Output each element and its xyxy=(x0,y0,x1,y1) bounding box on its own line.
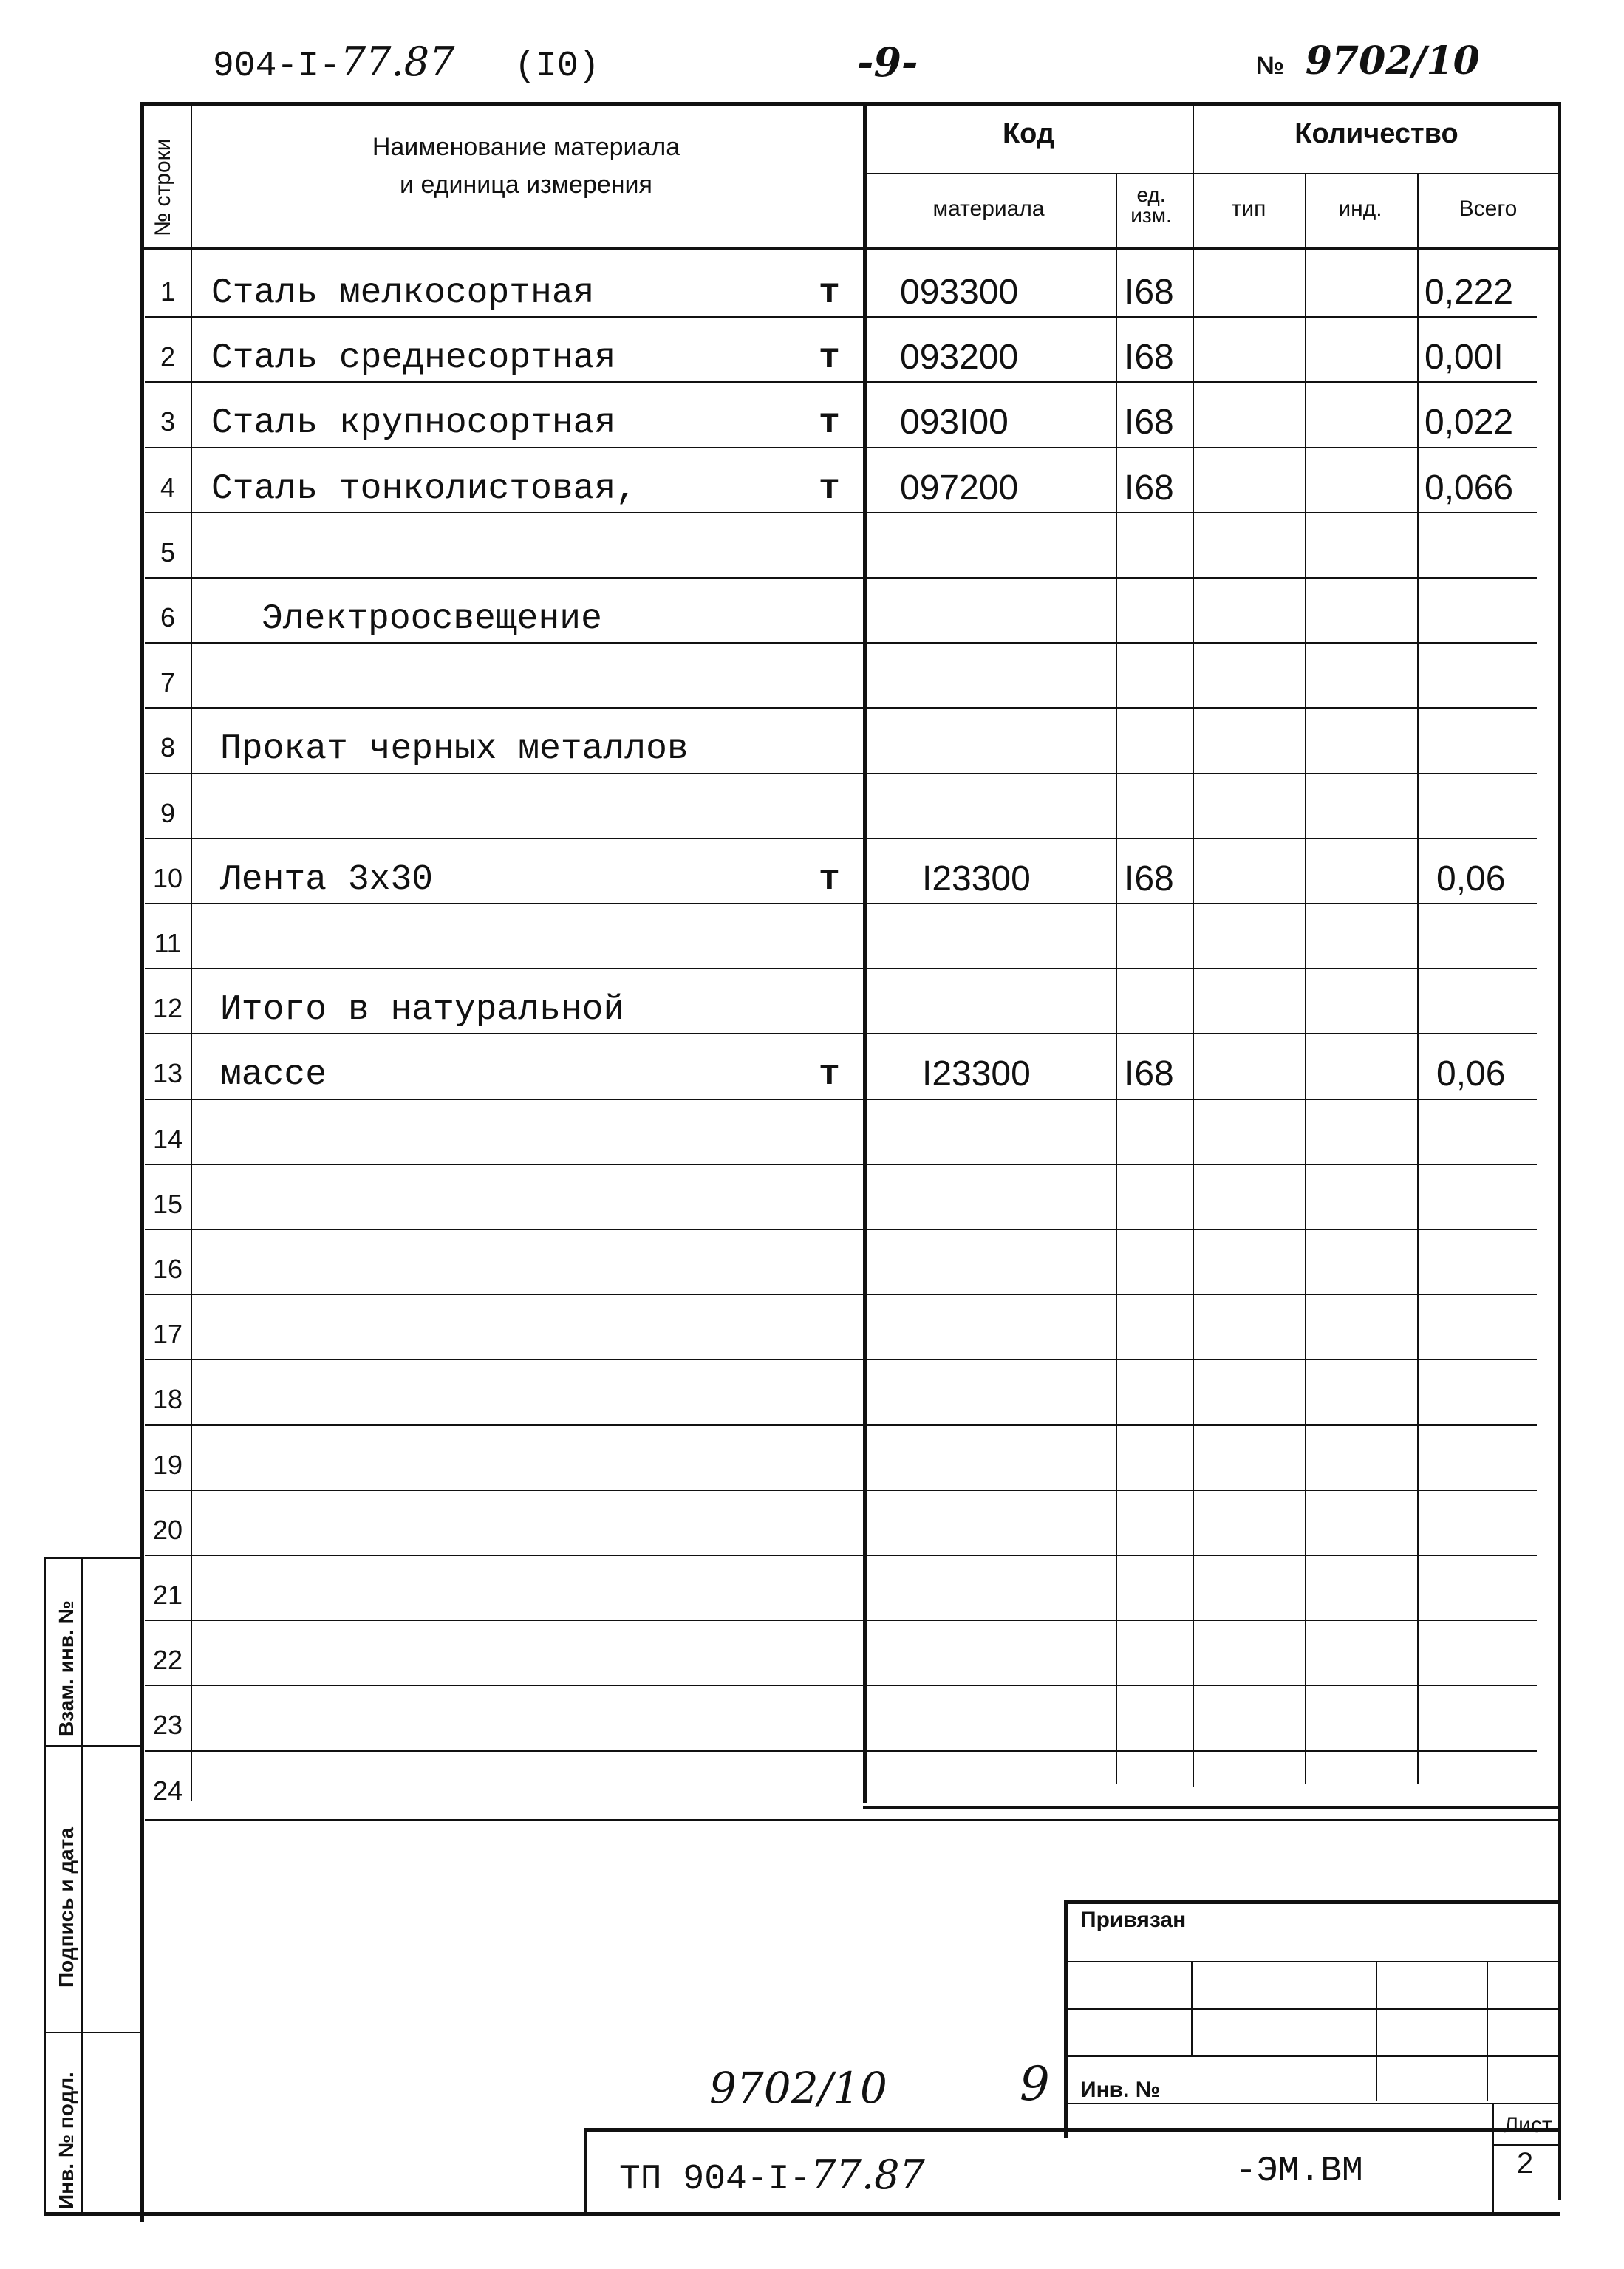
header-material-name-line1: Наименование материала xyxy=(372,133,680,161)
material-unit: т xyxy=(819,859,840,900)
material-name: Итого в натуральной xyxy=(220,990,625,1031)
designation-handwritten: 77.87 xyxy=(340,38,455,85)
designation-prefix: 904-I- xyxy=(213,47,341,86)
table-row xyxy=(0,968,1624,1033)
material-name: Электроосвещение xyxy=(262,599,602,639)
document-code-handwritten: 77.87 xyxy=(811,2152,925,2198)
grid-line-horizontal xyxy=(44,2212,1560,2216)
grid-line-vertical xyxy=(863,102,867,1803)
grid-line-vertical xyxy=(1376,1961,1377,2101)
quantity-total: 0,06 xyxy=(1436,859,1506,898)
grid-line-horizontal xyxy=(1064,2103,1560,2104)
grid-line-horizontal xyxy=(145,773,1537,774)
quantity-total: 0,066 xyxy=(1425,468,1514,508)
header-row-number xyxy=(142,103,191,244)
material-name: Сталь среднесортная xyxy=(211,338,616,379)
table-row xyxy=(0,1294,1624,1359)
unit-code: I68 xyxy=(1125,273,1174,312)
row-number: 22 xyxy=(152,1645,183,1676)
grid-line-horizontal xyxy=(145,381,1537,383)
grid-line-horizontal xyxy=(584,2128,1560,2132)
row-number: 12 xyxy=(152,993,183,1024)
table-row xyxy=(0,1164,1624,1229)
grid-line-vertical xyxy=(584,2128,587,2212)
unit-code: I68 xyxy=(1125,859,1174,898)
side-stamp-vzam-inv: Взам. инв. № xyxy=(55,1600,78,1736)
grid-line-horizontal xyxy=(864,173,1559,174)
header-row-number-label: № строки xyxy=(151,138,175,236)
table-row xyxy=(0,773,1624,838)
side-stamp xyxy=(44,1552,140,2217)
header-qty-ind: инд. xyxy=(1338,197,1382,221)
grid-line-horizontal xyxy=(142,247,1559,250)
document-number-prefix: № xyxy=(1256,52,1284,80)
table-row xyxy=(0,251,1624,316)
grid-line-horizontal xyxy=(145,447,1537,448)
grid-line-horizontal xyxy=(145,512,1537,513)
row-number: 17 xyxy=(152,1319,183,1350)
grid-line-horizontal xyxy=(145,642,1537,644)
header-quantity: Количество xyxy=(1294,118,1458,149)
material-name: Сталь мелкосортная xyxy=(211,273,595,313)
sheet-label: Лист xyxy=(1504,2113,1552,2137)
table-row xyxy=(0,1555,1624,1620)
side-stamp-sign-date: Подпись и дата xyxy=(55,1827,78,1987)
table-row xyxy=(0,642,1624,707)
side-stamp-inv-orig: Инв. № подл. xyxy=(55,2072,78,2209)
grid-line-vertical xyxy=(1191,1961,1193,2057)
grid-line-horizontal xyxy=(145,1819,1558,1821)
document-code-prefix: ТП 904-I- xyxy=(619,2160,811,2200)
handwritten-sheet-mark: 9 xyxy=(1020,2057,1050,2112)
grid-line-horizontal xyxy=(145,1164,1537,1165)
material-unit: т xyxy=(819,273,840,313)
header-code-unit: ед. изм. xyxy=(1130,183,1172,227)
header-qty-total: Всего xyxy=(1458,197,1518,221)
quantity-total: 0,00I xyxy=(1425,338,1504,378)
table-row xyxy=(0,707,1624,772)
material-unit: т xyxy=(819,1055,840,1096)
table-row xyxy=(0,1685,1624,1750)
grid-line-horizontal xyxy=(145,577,1537,579)
designation-suffix: (I0) xyxy=(514,47,600,86)
material-unit: т xyxy=(819,338,840,379)
grid-line-horizontal xyxy=(145,903,1537,904)
row-number: 20 xyxy=(152,1514,183,1545)
row-number: 8 xyxy=(160,732,176,763)
grid-line-horizontal xyxy=(145,1620,1537,1621)
table-row xyxy=(0,1620,1624,1685)
table-row xyxy=(0,1229,1624,1294)
row-number: 19 xyxy=(152,1449,183,1480)
row-number: 15 xyxy=(152,1188,183,1219)
grid-line-vertical xyxy=(1116,173,1117,1784)
header-code: Код xyxy=(1002,118,1055,149)
document-number-handwritten: 9702/10 xyxy=(1305,38,1480,83)
material-name: Сталь крупносортная xyxy=(211,403,616,444)
grid-line-vertical xyxy=(140,102,144,2222)
grid-line-horizontal xyxy=(145,1685,1537,1686)
grid-line-vertical xyxy=(191,102,192,1801)
title-block-privyazan: Привязан xyxy=(1080,1908,1187,1932)
grid-line-vertical xyxy=(1305,173,1306,1784)
row-number: 24 xyxy=(152,1775,183,1806)
unit-code: I68 xyxy=(1125,403,1174,443)
material-code: 093I00 xyxy=(900,403,1009,443)
header-code-material: материала xyxy=(932,197,1045,221)
grid-line-horizontal xyxy=(145,316,1537,318)
material-name: Прокат черных металлов xyxy=(220,729,689,770)
table-row xyxy=(0,1424,1624,1490)
table-row xyxy=(0,1099,1624,1164)
row-number: 5 xyxy=(160,536,176,567)
row-number: 13 xyxy=(152,1058,183,1089)
material-code: 093200 xyxy=(900,338,1019,378)
table-row xyxy=(0,316,1624,381)
table-row xyxy=(0,838,1624,903)
quantity-total: 0,06 xyxy=(1436,1054,1506,1094)
grid-line-horizontal xyxy=(145,1359,1537,1360)
material-name: Сталь тонколистовая, xyxy=(211,468,638,509)
header-qty-type: тип xyxy=(1231,197,1266,221)
grid-line-vertical xyxy=(1492,2103,1494,2212)
row-number: 9 xyxy=(160,797,176,828)
header-material-name-line2: и единица измерения xyxy=(400,171,652,199)
title-block-inv-no: Инв. № xyxy=(1080,2078,1161,2102)
row-number: 21 xyxy=(152,1580,183,1610)
row-number: 23 xyxy=(152,1710,183,1741)
document-number xyxy=(1256,38,1480,85)
material-name: массе xyxy=(220,1055,327,1096)
row-number: 7 xyxy=(160,667,176,698)
grid-line-horizontal xyxy=(145,1099,1537,1100)
material-unit: т xyxy=(819,403,840,444)
grid-line-vertical xyxy=(1193,102,1194,1787)
grid-line-horizontal xyxy=(145,1424,1537,1426)
grid-line-horizontal xyxy=(145,1555,1537,1556)
table-row xyxy=(0,447,1624,512)
material-code: 093300 xyxy=(900,273,1019,312)
grid-line-horizontal xyxy=(145,707,1537,709)
row-number: 11 xyxy=(154,928,182,958)
row-number: 16 xyxy=(152,1254,183,1284)
grid-line-vertical xyxy=(1558,102,1561,2200)
row-number: 10 xyxy=(152,862,183,893)
grid-line-horizontal xyxy=(145,1750,1537,1752)
quantity-total: 0,022 xyxy=(1425,403,1514,443)
designation xyxy=(213,38,599,86)
row-number: 2 xyxy=(160,341,176,372)
grid-line-vertical xyxy=(1417,173,1419,1784)
unit-code: I68 xyxy=(1125,1054,1174,1094)
title-block-document-code xyxy=(619,2152,925,2200)
grid-line-vertical xyxy=(1487,1961,1488,2101)
row-number: 6 xyxy=(160,602,176,632)
sheet-number: 2 xyxy=(1516,2147,1534,2180)
material-name: Лента 3х30 xyxy=(220,859,434,900)
table-row xyxy=(0,1490,1624,1555)
table-row xyxy=(0,512,1624,577)
grid-line-horizontal xyxy=(145,838,1537,839)
page-number: -9- xyxy=(857,38,918,86)
row-number: 1 xyxy=(160,276,176,307)
table-row xyxy=(0,381,1624,446)
handwritten-number: 9702/10 xyxy=(709,2063,887,2113)
row-number: 3 xyxy=(160,406,176,437)
table-row xyxy=(0,577,1624,642)
table-row xyxy=(0,903,1624,968)
grid-line-horizontal xyxy=(145,1229,1537,1230)
grid-line-horizontal xyxy=(1492,2144,1560,2146)
title-block-document-suffix: -ЭМ.ВМ xyxy=(1235,2152,1363,2191)
quantity-total: 0,222 xyxy=(1425,273,1514,312)
unit-code: I68 xyxy=(1125,338,1174,378)
material-code: I23300 xyxy=(922,859,1031,898)
grid-line-horizontal xyxy=(1064,1900,1560,1904)
table-row xyxy=(0,1359,1624,1424)
grid-line-horizontal xyxy=(145,1294,1537,1295)
grid-line-horizontal xyxy=(863,1806,1560,1809)
table-row xyxy=(0,1033,1624,1098)
grid-line-horizontal xyxy=(145,1490,1537,1491)
grid-line-horizontal xyxy=(145,968,1537,969)
row-number: 14 xyxy=(152,1123,183,1154)
row-number: 18 xyxy=(152,1384,183,1415)
unit-code: I68 xyxy=(1125,468,1174,508)
grid-line-horizontal xyxy=(140,102,1560,106)
header-material-name xyxy=(194,133,859,199)
grid-line-horizontal xyxy=(145,1033,1537,1034)
material-code: 097200 xyxy=(900,468,1019,508)
row-number: 4 xyxy=(160,471,176,502)
material-code: I23300 xyxy=(922,1054,1031,1094)
material-unit: т xyxy=(819,468,840,509)
